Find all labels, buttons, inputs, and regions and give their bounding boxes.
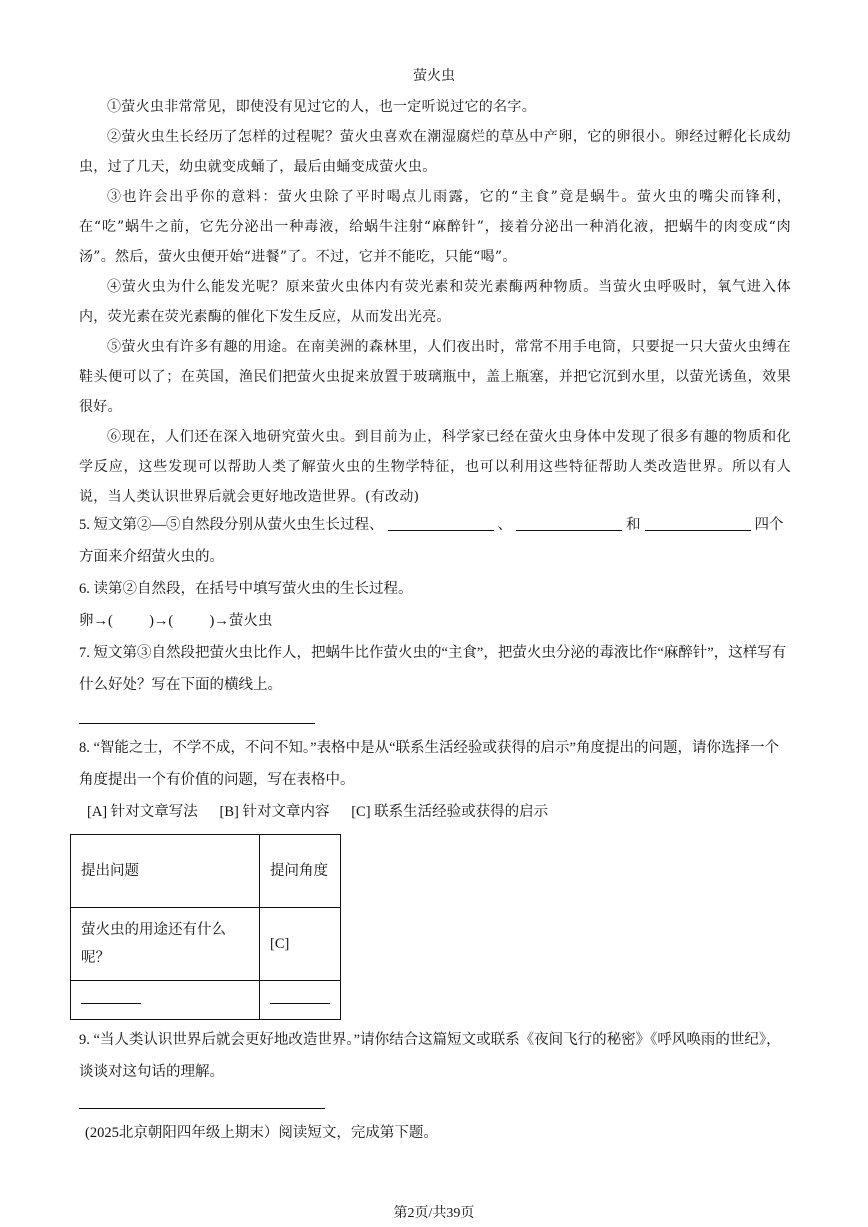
question-table [70, 834, 341, 1020]
paragraph-4: ④萤火虫为什么能发光呢？原来萤火虫体内有荧光素和荧光素酶两种物质。当萤火虫呼吸时，氧气进入体内，荧光素在荧光素酶的催化下发生反应，从而发出光亮。 [79, 279, 791, 325]
question-5 [79, 509, 791, 573]
table-header-angle: 提问角度 [260, 835, 341, 908]
question-6-growth-chain: 卵→( )→( )→萤火虫 [79, 613, 273, 629]
answer-blank-3[interactable] [645, 512, 751, 531]
question-5-part1: 5. 短文第②—⑤自然段分别从萤火虫生长过程、 [79, 517, 384, 533]
table-answer-question-cell[interactable] [71, 981, 260, 1020]
question-6: 6. 读第②自然段，在括号中填写萤火虫的生长过程。 [79, 581, 413, 597]
question-5-sep1: 、 [497, 517, 512, 533]
question-8: 8. “智能之士，不学不成，不问不知。”表格中是从“联系生活经验或获得的启示”角度提出的问题，请你选择一个角度提出一个有价值的问题，写在表格中。 [79, 740, 779, 788]
answer-blank-2[interactable] [516, 512, 622, 531]
paragraph-1: ①萤火虫非常常见，即使没有见过它的人，也一定听说过它的名字。 [107, 99, 536, 115]
question-5-part2: 四个方面来介绍萤火虫的。 [79, 517, 784, 565]
paragraph-2: ②萤火虫生长经历了怎样的过程呢？萤火虫喜欢在潮湿腐烂的草丛中产卵，它的卵很小。卵经过孵化长成幼虫，过了几天，幼虫就变成蛹了，最后由蛹变成萤火虫。 [79, 129, 791, 175]
questions-section [79, 509, 791, 1149]
page-footer: 第2页/共39页 [393, 1206, 475, 1221]
table-answer-angle-cell[interactable] [260, 981, 341, 1020]
table-blank-question[interactable] [81, 989, 141, 1004]
table-example-question: 萤火虫的用途还有什么呢？ [71, 908, 260, 981]
answer-blank-1[interactable] [388, 512, 494, 531]
source-note: (2025北京朝阳四年级上期末）阅读短文，完成第下题。 [85, 1125, 438, 1141]
answer-line-q9[interactable] [79, 1108, 325, 1109]
passage-body [79, 92, 791, 512]
question-9: 9. “当人类认识世界后就会更好地改造世界。”请你结合这篇短文或联系《夜间飞行的秘密》《呼风唤雨的世纪》，谈谈对这句话的理解。 [79, 1032, 781, 1080]
paragraph-6: ⑥现在，人们还在深入地研究萤火虫。到目前为止，科学家已经在萤火虫身体中发现了很多有趣的物质和化学反应，这些发现可以帮助人类了解萤火虫的生物学特征，也可以利用这些特征帮助人类改造世界。所以有人说，当人类认识世界后就会更好地改造世界。(有改动) [79, 429, 791, 505]
question-7: 7. 短文第③自然段把萤火虫比作人，把蜗牛比作萤火虫的“主食”，把萤火虫分泌的毒液比作“麻醉针”，这样写有什么好处？写在下面的横线上。 [79, 645, 787, 693]
passage-title: 萤火虫 [413, 68, 455, 84]
paragraph-5: ⑤萤火虫有许多有趣的用途。在南美洲的森林里，人们夜出时，常常不用手电筒，只要捉一只大萤火虫缚在鞋头便可以了；在英国，渔民们把萤火虫捉来放置于玻璃瓶中，盖上瓶塞，并把它沉到水里，以萤光诱鱼，效果很好。 [79, 339, 791, 415]
table-blank-angle[interactable] [270, 989, 330, 1004]
table-example-angle: [C] [260, 908, 341, 981]
answer-line-q7[interactable] [79, 723, 315, 724]
paragraph-3: ③也许会出乎你的意料：萤火虫除了平时喝点儿雨露，它的“主食”竟是蜗牛。萤火虫的嘴尖而锋利，在“吃”蜗牛之前，它先分泌出一种毒液，给蜗牛注射“麻醉针”，接着分泌出一种消化液，把蜗牛的肉变成“肉汤”。然后，萤火虫便开始“进餐”了。不过，它并不能吃，只能“喝”。 [79, 189, 791, 265]
table-header-question: 提出问题 [71, 835, 260, 908]
question-8-options: [A] 针对文章写法 [B] 针对文章内容 [C] 联系生活经验或获得的启示 [87, 804, 549, 820]
question-5-sep2: 和 [626, 517, 641, 533]
